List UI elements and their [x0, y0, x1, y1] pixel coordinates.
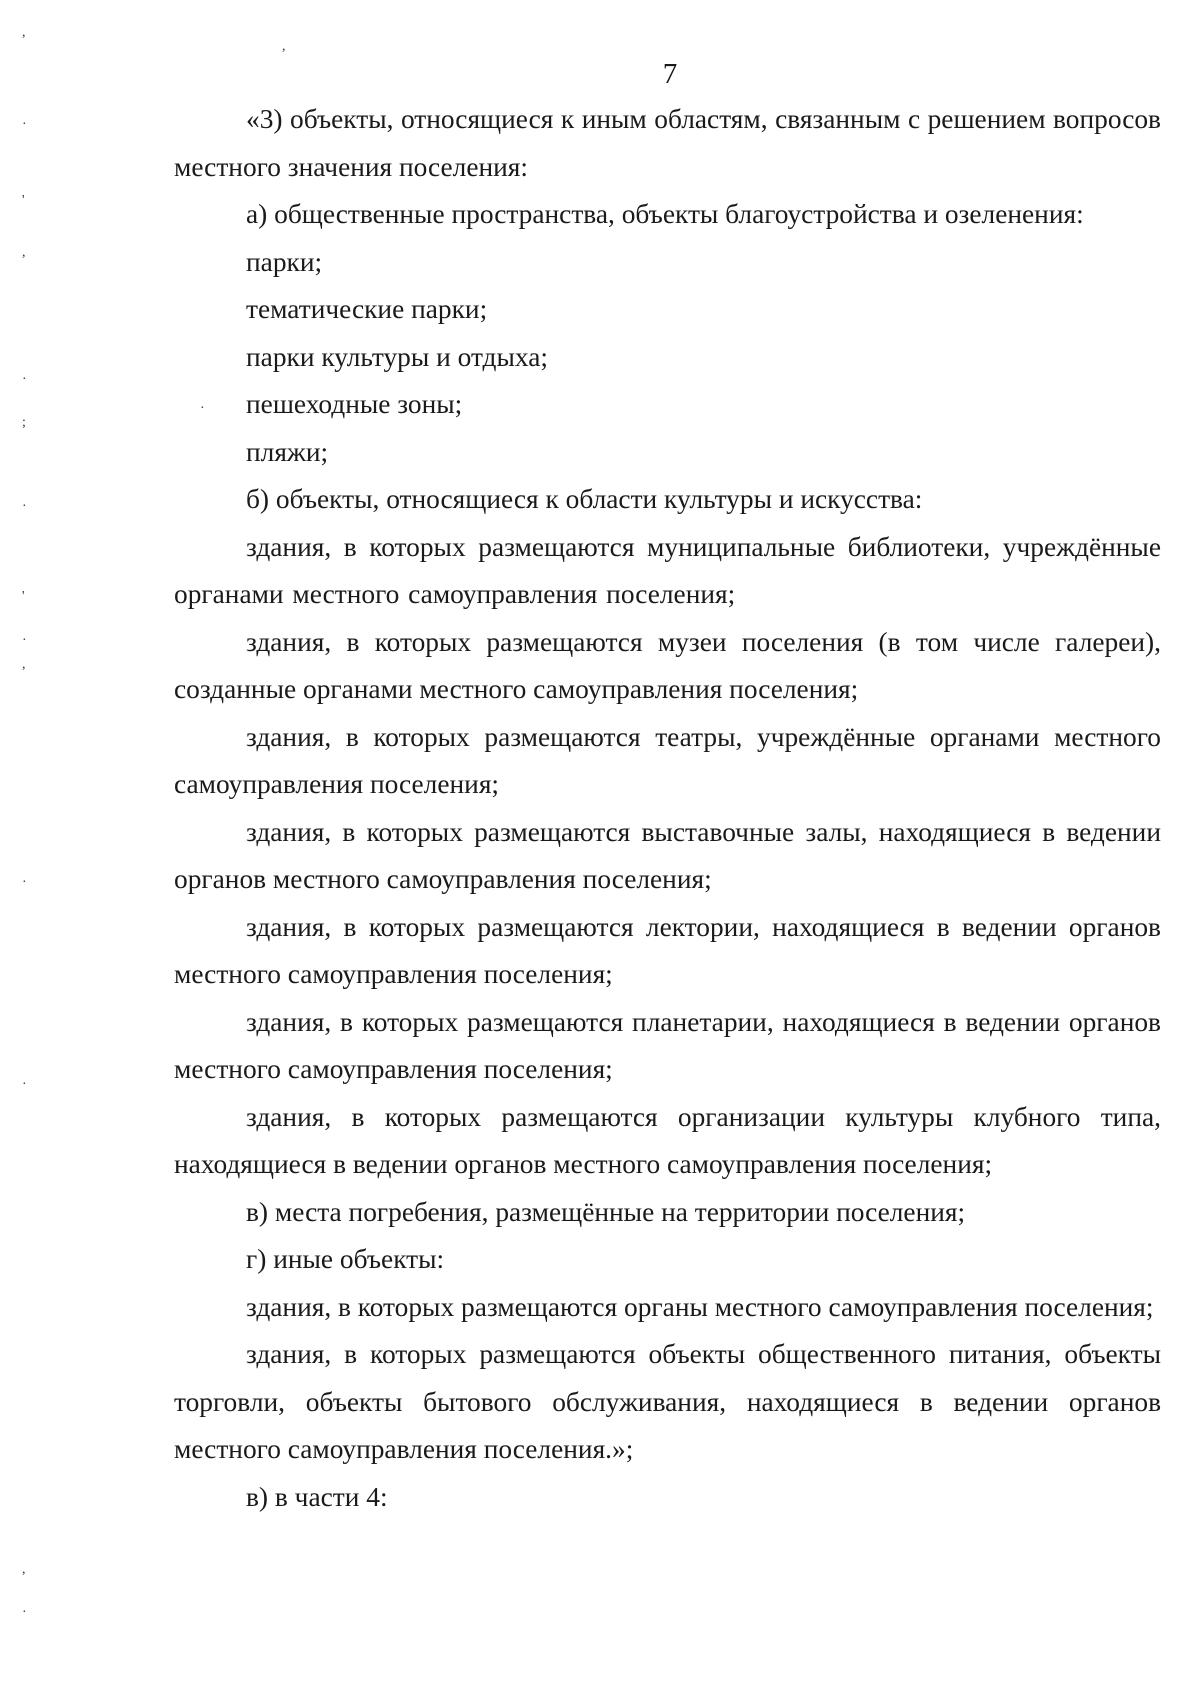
paragraph: здания, в которых размещаются музеи поселения (в том числе галереи), созданные органами местного самоуправления поселения; — [174, 626, 1161, 704]
paragraph: здания, в которых размещаются лектории, находящиеся в ведении органов местного самоуправления поселения; — [174, 911, 1161, 989]
scan-speck: · — [22, 1077, 27, 1092]
paragraph: здания, в которых размещаются объекты общественного питания, объекты торговли, объекты бытового обслуживания, находящиеся в ведении органов местного самоуправления поселения.»; — [174, 1339, 1161, 1464]
list-item: пляжи; — [246, 436, 329, 467]
paragraph: б) объекты, относящиеся к области культуры и искусства: — [246, 484, 923, 514]
scan-speck: , — [22, 25, 26, 40]
list-item: парки культуры и отдыха; — [246, 341, 548, 372]
scan-speck: · — [200, 401, 205, 416]
scan-speck: ' — [22, 193, 25, 208]
paragraph: г) иные объекты: — [246, 1244, 445, 1274]
scan-speck: ; — [22, 415, 26, 430]
list-item: тематические парки; — [246, 294, 488, 324]
scan-speck: , — [22, 1562, 26, 1577]
scan-speck: · — [22, 499, 27, 514]
paragraph: здания, в которых размещаются выставочные залы, находящиеся в ведении органов местного самоуправления поселения; — [174, 816, 1161, 894]
page-number: 7 — [662, 58, 678, 90]
paragraph: в) места погребения, размещённые на территории поселения; — [246, 1196, 966, 1227]
scan-speck: · — [22, 372, 27, 387]
scan-speck: , — [22, 657, 26, 672]
document-body — [174, 96, 1161, 1521]
paragraph: здания, в которых размещаются театры, учреждённые органами местного самоуправления поселения; — [174, 721, 1161, 799]
scan-speck: · — [22, 117, 27, 132]
paragraph: в) в части 4: — [246, 1481, 388, 1512]
scan-speck: · — [22, 633, 27, 648]
scan-speck: · — [22, 875, 27, 890]
paragraph: здания, в которых размещаются муниципальные библиотеки, учреждённые органами местного самоуправления поселения; — [174, 531, 1161, 609]
list-item: пешеходные зоны; — [246, 389, 463, 419]
paragraph: здания, в которых размещаются организации культуры клубного типа, находящиеся в ведении органов местного самоуправления поселения; — [174, 1101, 1161, 1179]
paragraph: здания, в которых размещаются органы местного самоуправления поселения; — [246, 1291, 1154, 1322]
paragraph: здания, в которых размещаются планетарии, находящиеся в ведении органов местного самоуправления поселения; — [174, 1006, 1161, 1084]
paragraph: а) общественные пространства, объекты благоустройства и озеленения: — [246, 199, 1084, 229]
scan-speck: · — [22, 1605, 27, 1620]
paragraph: «3) объекты, относящиеся к иным областям, связанным с решением вопросов местного значения поселения: — [174, 104, 1161, 182]
list-item: парки; — [246, 246, 323, 277]
scan-speck: , — [282, 39, 286, 54]
scan-speck: ' — [22, 589, 25, 604]
scan-speck: , — [22, 245, 26, 260]
